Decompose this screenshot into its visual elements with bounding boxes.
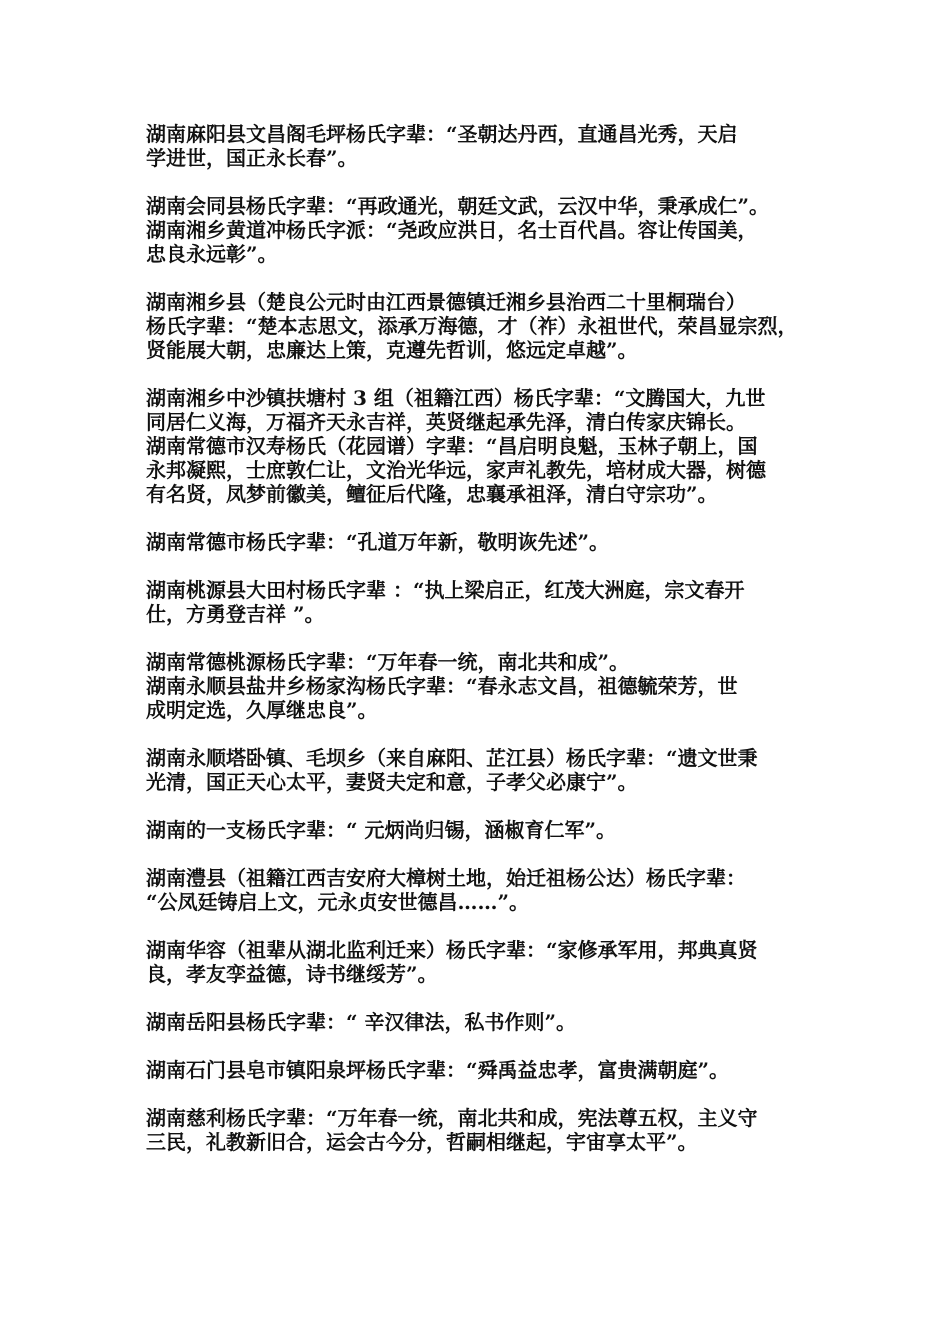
paragraph [146, 938, 826, 986]
paragraph [146, 194, 826, 266]
paragraph [146, 386, 826, 506]
text-line: 湖南常德市杨氏字辈：“孔道万年新，敬明诙先述”。 [146, 530, 610, 554]
paragraph [146, 578, 826, 626]
text-line: 仕，方勇登吉祥 ”。 [146, 602, 325, 626]
text-line: 永邦凝熙，士庶敦仁让，文治光华远，家声礼教先，培材成大器，树德 [146, 458, 766, 482]
text-line: 湖南石门县皂市镇阳泉坪杨氏字辈：“舜禹益忠孝，富贵满朝庭”。 [146, 1058, 730, 1082]
text-line: 湖南永顺塔卧镇、毛坝乡（来自麻阳、芷江县）杨氏字辈：“遗文世秉 [146, 746, 758, 770]
text-line: 湖南常德市汉寿杨氏（花园谱）字辈：“昌启明良魁，玉林子朝上，国 [146, 434, 758, 458]
text-line: 光清，国正天心太平，妻贤夫定和意，子孝父必康宁”。 [146, 770, 638, 794]
text-line: 湖南岳阳县杨氏字辈：“ 辛汉律法，私书作则”。 [146, 1010, 576, 1034]
text-line: 湖南的一支杨氏字辈：“ 元炳尚归锡，涵椒育仁军”。 [146, 818, 616, 842]
paragraph [146, 818, 826, 842]
paragraph [146, 290, 826, 362]
text-line: 湖南会同县杨氏字辈：“再政通光，朝廷文武，云汉中华，秉承成仁”。 [146, 194, 770, 218]
paragraph [146, 1058, 826, 1082]
text-line: 湖南湘乡黄道冲杨氏字派：“尧政应洪日，名士百代昌。容让传国美， [146, 218, 758, 242]
text-line: 三民，礼教新旧合，运会古今分，哲嗣相继起，宇宙享太平”。 [146, 1130, 698, 1154]
text-line: 湖南湘乡县（楚良公元时由江西景德镇迁湘乡县治西二十里桐瑞台） [146, 290, 746, 314]
text-line: 忠良永远彰”。 [146, 242, 278, 266]
document-body [146, 122, 826, 1178]
text-line: “公凤廷铸启上文，元永贞安世德昌……”。 [146, 890, 530, 914]
text-line: 湖南常德桃源杨氏字辈：“万年春一统，南北共和成”。 [146, 650, 630, 674]
text-line: 同居仁义海，万福齐天永吉祥，英贤继起承先泽，清白传家庆锦长。 [146, 410, 746, 434]
text-line: 湖南华容（祖辈从湖北监利迁来）杨氏字辈：“家修承军用，邦典真贤 [146, 938, 758, 962]
text-line: 湖南慈利杨氏字辈：“万年春一统，南北共和成，宪法尊五权，主义守 [146, 1106, 758, 1130]
text-line: 学进世，国正永长春”。 [146, 146, 358, 170]
text-line: 有名贤，凤梦前徽美，鳣征后代隆，忠襄承祖泽，清白守宗功”。 [146, 482, 718, 506]
text-line: 杨氏字辈：“楚本志思文，添承万海德，才（祚）永祖世代，荣昌显宗烈， [146, 314, 798, 338]
text-line: 湖南永顺县盐井乡杨家沟杨氏字辈：“春永志文昌，祖德毓荣芳，世 [146, 674, 738, 698]
paragraph [146, 1010, 826, 1034]
text-line: 良，孝友孪益德，诗书继绥芳”。 [146, 962, 438, 986]
paragraph [146, 650, 826, 722]
paragraph [146, 1106, 826, 1154]
paragraph [146, 530, 826, 554]
text-line: 湖南澧县（祖籍江西吉安府大樟树土地，始迁祖杨公达）杨氏字辈： [146, 866, 746, 890]
text-line: 贤能展大朝，忠廉达上策，克遵先哲训，悠远定卓越”。 [146, 338, 638, 362]
text-line: 湖南麻阳县文昌阁毛坪杨氏字辈：“圣朝达丹西，直通昌光秀，天启 [146, 122, 738, 146]
paragraph [146, 122, 826, 170]
text-line: 成明定选，久厚继忠良”。 [146, 698, 378, 722]
paragraph [146, 866, 826, 914]
paragraph [146, 746, 826, 794]
text-line: 湖南桃源县大田村杨氏字辈 ：“执上梁启正，红茂大洲庭，宗文春开 [146, 578, 745, 602]
text-line: 湖南湘乡中沙镇扶塘村 3 组（祖籍江西）杨氏字辈：“文腾国大，九世 [146, 386, 766, 410]
